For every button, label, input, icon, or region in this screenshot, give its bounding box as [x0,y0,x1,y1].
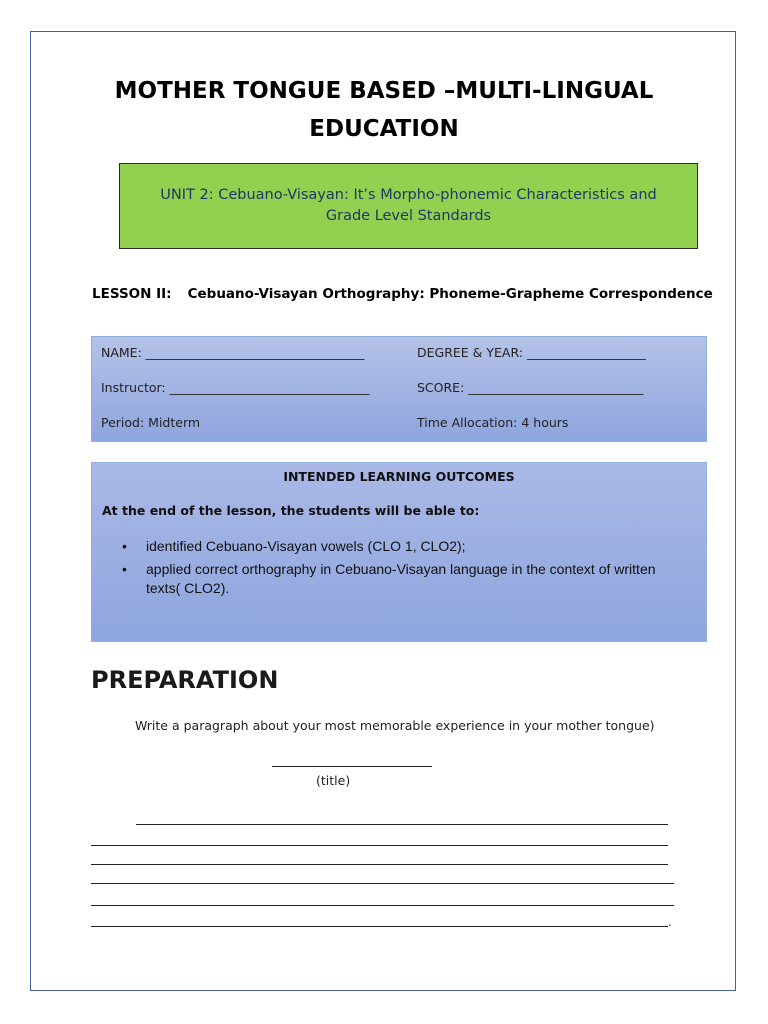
list-item [122,560,692,598]
lesson-label: LESSON II: [92,286,172,302]
writing-line[interactable] [91,883,674,884]
bullet-icon: • [122,561,127,577]
instructor-field[interactable]: Instructor: ________________________________ [101,380,370,395]
learning-outcomes-box [91,462,707,642]
outcomes-heading: INTENDED LEARNING OUTCOMES [283,469,515,484]
writing-line[interactable] [136,824,668,825]
preparation-heading: PREPARATION [91,666,279,694]
outcomes-intro: At the end of the lesson, the students will be able to: [102,503,480,518]
document-title: MOTHER TONGUE BASED –MULTI-LINGUAL EDUCATION [114,78,654,142]
outcome-text: identified Cebuano-Visayan vowels (CLO 1, CLO2); [146,538,466,554]
outcomes-list [122,537,692,602]
unit-banner [119,163,698,249]
preparation-instruction: Write a paragraph about your most memorable experience in your mother tongue) [135,718,655,733]
writing-line[interactable] [91,926,668,927]
outcome-text: applied correct orthography in Cebuano-Visayan language in the context of written texts( CLO2). [146,561,656,596]
degree-year-field[interactable]: DEGREE & YEAR: ___________________ [417,345,646,360]
student-info-box [91,336,707,442]
period-text: Period: Midterm [101,415,201,430]
lesson-title: Cebuano-Visayan Orthography: Phoneme-Grapheme Correspondence [187,286,713,302]
writing-line[interactable] [91,864,668,865]
time-allocation-text: Time Allocation: 4 hours [417,415,569,430]
title-blank[interactable] [272,766,432,767]
unit-title: UNIT 2: Cebuano-Visayan: It’s Morpho-phonemic Characteristics and Grade Level Standards [160,187,657,224]
score-field[interactable]: SCORE: ____________________________ [417,380,644,395]
period-mark: . [668,914,672,929]
name-field[interactable]: NAME: ___________________________________ [101,345,365,360]
bullet-icon: • [122,538,127,554]
title-caption: (title) [316,773,351,788]
list-item [122,537,692,556]
writing-line[interactable] [91,845,668,846]
lesson-heading [92,286,713,302]
writing-line[interactable] [91,905,674,906]
